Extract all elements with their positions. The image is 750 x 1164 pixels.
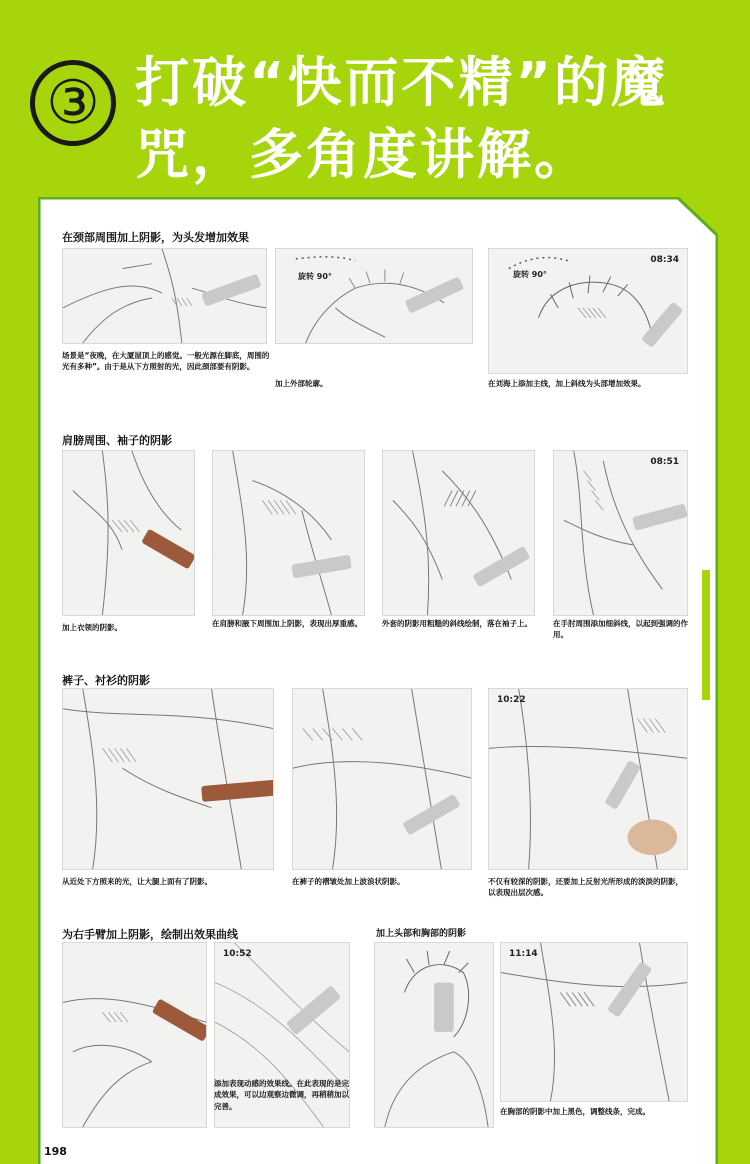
page-title-line-2: 咒，多角度讲解。: [135, 123, 591, 186]
caption-elbow: 在手肘周围添加细斜线，以起到强调的作用。: [553, 619, 688, 640]
sketch-image-wrinkle: [292, 688, 472, 870]
section-title-head-chest: 加上头部和胸部的阴影: [376, 929, 467, 939]
caption-bangs: 在刘海上添加主线，加上斜线为头部增加效果。: [488, 379, 646, 388]
section-title-shoulder-sleeve: 肩膀周围、袖子的阴影: [62, 434, 172, 447]
timestamp-label: 08:51: [650, 457, 679, 467]
sketch-image-reflected-light: [488, 688, 688, 870]
caption-wrinkle: 在裤子的褶皱处加上波浪状阴影。: [292, 877, 405, 886]
timestamp-label: 10:22: [497, 695, 526, 705]
sketch-image-thigh: [62, 688, 274, 870]
caption-effect-lines: 添加表现动感的效果线。在此表现的是完成效果，可以边观察边微调，再稍稍加以完善。: [214, 1079, 349, 1111]
sketch-image-collar: [62, 450, 195, 616]
caption-shoulder: 在肩膀和腋下周围加上阴影，表现出厚重感。: [212, 619, 362, 628]
section-title-neck-hair: 在颈部周围加上阴影，为头发增加效果: [62, 231, 249, 244]
caption-coat: 外套的阴影用粗糙的斜线绘制，落在袖子上。: [382, 619, 532, 628]
caption-chest: 在胸部的阴影中加上黑色，调整线条，完成。: [500, 1107, 650, 1116]
sketch-image-chest: [500, 942, 688, 1102]
rotate-label: 旋转 90°: [298, 272, 332, 281]
caption-collar: 加上衣领的阴影。: [62, 623, 122, 632]
sketch-image-arm: [62, 942, 207, 1128]
sketch-image-head: [374, 942, 494, 1128]
header: [0, 0, 750, 200]
caption-neck: 场景是“夜晚，在大厦屋顶上的感觉。一般光源在脚底，周围的光有多种”。由于是从下方照射的光，因此颈部要有阴影。: [62, 351, 270, 372]
timestamp-label: 08:34: [650, 255, 679, 265]
caption-thigh: 从近处下方照来的光，让大腿上面有了阴影。: [62, 877, 212, 886]
sketch-image-elbow: [553, 450, 688, 616]
section-title-right-arm: 为右手臂加上阴影，绘制出效果曲线: [62, 928, 238, 941]
sketch-image-neck: [62, 248, 267, 344]
page-number: 198: [44, 1145, 67, 1158]
sketch-image-coat: [382, 450, 535, 616]
rotate-label: 旋转 90°: [513, 270, 547, 279]
caption-outline: 加上外部轮廓。: [275, 379, 328, 388]
timestamp-label: 10:52: [223, 949, 252, 959]
sketch-image-bangs: [488, 248, 688, 374]
sketch-image-shoulder: [212, 450, 365, 616]
caption-reflected-light: 不仅有较深的阴影，还要加上反射光所形成的淡淡的阴影，以表现出层次感。: [488, 877, 683, 898]
page-title-line-1: 打破“快而不精”的魔: [135, 51, 668, 114]
section-title-pants-shirt: 裤子、衬衫的阴影: [62, 674, 150, 687]
step-number-badge: ③: [30, 60, 116, 146]
timestamp-label: 11:14: [509, 949, 538, 959]
edge-marker: [700, 560, 712, 710]
sketch-image-outline: [275, 248, 473, 344]
